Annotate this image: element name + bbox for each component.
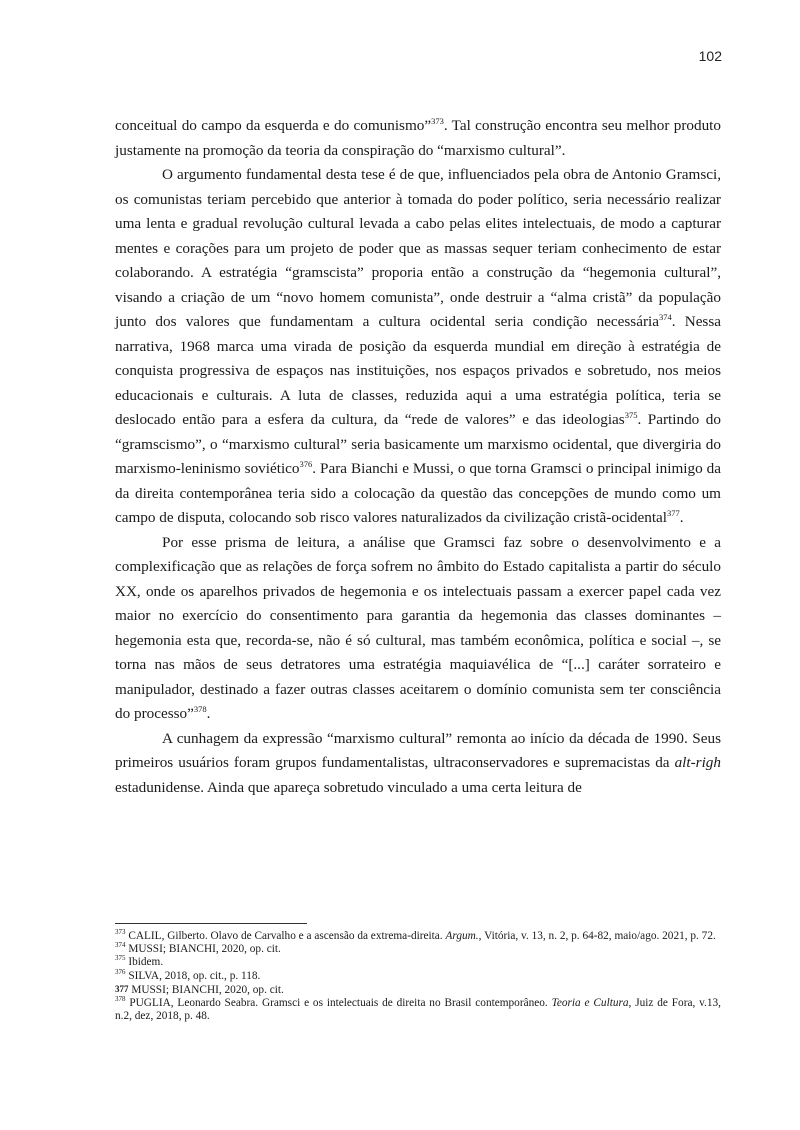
footnotes: [115, 930, 721, 1023]
footnote-373: $^{373}$ CALIL, Gilberto. Olavo de Carvalho e a ascensão da extrema-direita. Argum., Vitória, v. 13, n. 2, p. 64-82, maio/ago. 2021, p. 72.: [115, 928, 716, 942]
footnote-375: $^{375}$ Ibidem.: [115, 954, 164, 969]
footnote-ref-375[interactable]: 375: [624, 409, 638, 420]
footnote-ref-374[interactable]: 374: [658, 311, 672, 322]
paragraph-2: O argumento fundamental desta tese é de que, influenciados pela obra de Antonio Gramsci, os comunistas teriam percebido que anterior à tomada do poder político, seria necessário realizar uma lenta e gradual revolução cultural levada a cabo pelas elites intelectuais, de modo a capturar mentes e corações para um projeto de poder que as massas sequer teriam conhecimento de estar colaborando. A estratégia “gramscista” proporia então a construção da “hegemonia cultural”, visando a criação de um “novo homem comunista”, onde destruir a “alma cristã” da população junto dos valores que fundamentam a cultura ocidental seria condição necessária$^{374}$. Nessa narrativa, 1968 marca uma virada de posição da esquerda mundial em direção à estratégia de conquista progressiva de espaços nas instituições, nos espaços privados e sobretudo, nos meios educacionais e culturais. A luta de classes, reduzida aqui a uma estratégia política, teria se deslocado então para a esfera da cultura, da “rede de valores” e das ideologias$^{375}$. Partindo do “gramscismo”, o “marxismo cultural” seria basicamente um marxismo ocidental, que divergiria do marxismo-leninismo soviético$^{376}$. Para Bianchi e Mussi, o que torna Gramsci o principal inimigo da da direita contemporânea teria sido a colocação da questão das concepções de mundo como um campo de disputa, colocando sob risco valores naturalizados da civilização cristã-ocidental$^{377}$.: [115, 166, 721, 526]
emphasis-alt-right: alt-righ: [674, 754, 721, 771]
paragraph-3: Por esse prisma de leitura, a análise que Gramsci faz sobre o desenvolvimento e a complexificação que as relações de força sofrem no âmbito do Estado capitalista a partir do século XX, onde os aparelhos privados de hegemonia e os intelectuais passam a exercer papel cada vez maior no exercício do consentimento para garantia da hegemonia das classes dominantes – hegemonia esta que, recorda-se, não é só cultural, mas também econômica, política e social –, se torna nas mãos de seus detratores uma estratégia maquiavélica de “[...] caráter sorrateiro e manipulador, destinado a fazer outras classes aceitarem o domínio comunista sem ter consciência do processo”$^{378}$.: [115, 533, 721, 722]
body-text: [115, 114, 721, 800]
footnote-377: 377 MUSSI; BIANCHI, 2020, op. cit.: [115, 983, 284, 996]
paragraph-1: conceitual do campo da esquerda e do comunismo”$^{373}$. Tal construção encontra seu melhor produto justamente na promoção da teoria da conspiração do “marxismo cultural”.: [115, 115, 721, 159]
footnote-374: $^{374}$ MUSSI; BIANCHI, 2020, op. cit.: [115, 941, 281, 956]
footnote-378: $^{378}$ PUGLIA, Leonardo Seabra. Gramsci e os intelectuais de direita no Brasil contemporâneo. Teoria e Cultura, Juiz de Fora, v.13, n.2, dez, 2018, p. 48.: [115, 995, 721, 1023]
footnote-separator: [115, 923, 307, 924]
footnote-ref-376[interactable]: 376: [299, 458, 313, 469]
page-number: 102: [698, 48, 722, 64]
paragraph-4: A cunhagem da expressão “marxismo cultural” remonta ao início da década de 1990. Seus primeiros usuários foram grupos fundamentalistas, ultraconservadores e supremacistas da alt-righ estadunidense. Ainda que apareça sobretudo vinculado a uma certa leitura de: [115, 729, 721, 796]
footnote-ref-373[interactable]: 373: [431, 115, 444, 126]
footnote-ref-378[interactable]: 378: [193, 703, 207, 714]
footnote-ref-377[interactable]: 377: [667, 507, 680, 518]
footnote-376: $^{376}$ SILVA, 2018, op. cit., p. 118.: [115, 967, 261, 982]
